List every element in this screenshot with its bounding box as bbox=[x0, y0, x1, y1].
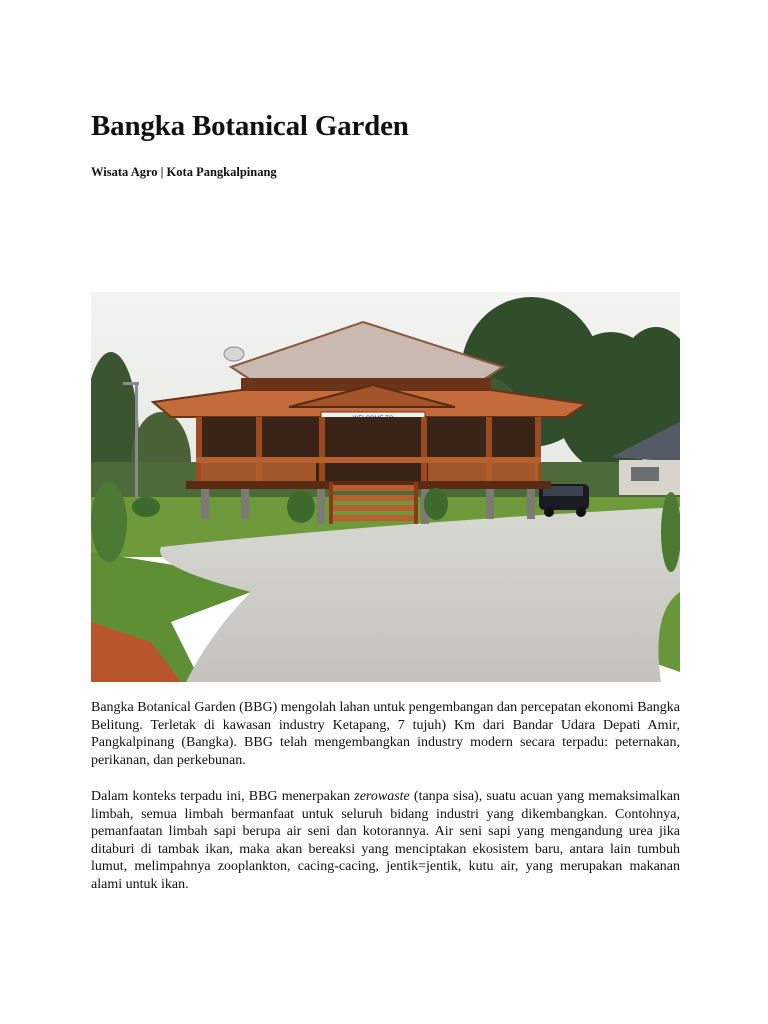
paragraph-2-text-b: (tanpa sisa), suatu acuan yang memaksimalkan limbah, semua limbah bermanfaat untuk seluruh bidang industri yang dikembangkan. Contohnya, pemanfaatan limbah sapi berupa air seni dan kotorannya. Air seni sapi yang mengandung urea jika ditaburi di tambak ikan, maka akan bereaksi yang menciptakan ekosistem baru, antara lain tumbuh lumut, melimpahnya zooplankton, cacing-cacing, jentik=jentik, kutu air, yang merupakan makanan alami untuk ikan. bbox=[91, 789, 680, 892]
paragraph-2-text-a: Dalam konteks terpadu ini, BBG menerpakan bbox=[91, 789, 355, 804]
garden-building-photo bbox=[91, 292, 680, 682]
paragraph-2-emphasis: zerowaste bbox=[354, 789, 410, 804]
paragraph-2 bbox=[91, 788, 680, 894]
page-subtitle: Wisata Agro | Kota Pangkalpinang bbox=[91, 165, 277, 179]
paragraph-1: Bangka Botanical Garden (BBG) mengolah lahan untuk pengembangan dan percepatan ekonomi Bangka Belitung. Terletak di kawasan industry Ketapang, 7 tujuh) Km dari Bandar Udara Depati Amir, Pangkalpinang (Bangka). BBG telah mengembangkan industry modern secara terpadu: peternakan, perikanan, dan perkebunan. bbox=[91, 700, 680, 768]
page-title: Bangka Botanical Garden bbox=[91, 110, 409, 142]
lamp-post bbox=[135, 384, 138, 504]
